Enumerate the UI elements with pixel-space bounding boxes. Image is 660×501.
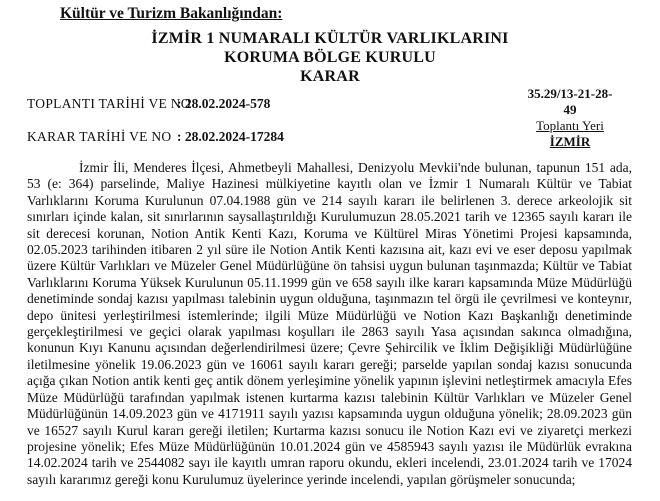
file-reference-box bbox=[520, 86, 620, 150]
decision-date-label: KARAR TARİHİ VE NO bbox=[27, 129, 172, 144]
decision-title: KARAR bbox=[300, 68, 360, 85]
meeting-date-value: : 28.02.2024-578 bbox=[177, 96, 271, 111]
file-code-line-1: 35.29/13-21-28- bbox=[527, 86, 613, 101]
meeting-place-value: İZMİR bbox=[549, 134, 591, 149]
board-title-line-1: İZMİR 1 NUMARALI KÜLTÜR VARLIKLARINI bbox=[151, 30, 509, 47]
meeting-date-label: TOPLANTI TARİHİ VE NO bbox=[27, 96, 191, 111]
ministry-heading: Kültür ve Turizm Bakanlığından: bbox=[60, 5, 283, 22]
meeting-place-label: Toplantı Yeri bbox=[536, 118, 604, 133]
decision-body bbox=[27, 160, 632, 488]
board-title-line-2: KORUMA BÖLGE KURULU bbox=[224, 49, 436, 66]
meeting-date-row bbox=[27, 96, 271, 112]
decision-date-row bbox=[27, 129, 284, 145]
decision-paragraph: İzmir İli, Menderes İlçesi, Ahmetbeyli Mahallesi, Denizyolu Mevkii'nde bulunan, tapunun 151 ada, 53 (e: 364) parselinde, Maliye Hazinesi mülkiyetine kayıtlı olan ve İzmir 1 Numaralı Kültür ve Tabiat Varlıklarını Koruma Kurulunun 07.04.1988 gün ve 214 sayılı kararı ile belirlenen 3. derece arkeolojik sit sınırları içinde kalan, sit sınırlarının saysallaştırıldığı Kurulumuzun 28.05.2021 tarih ve 12365 sayılı kararı ile sit derecesi korunan, Notion Antik Kenti Kazı, Koruma ve Kültürel Miras Yönetimi Projesi kapsamında, 02.05.2023 tarihinden itibaren 2 yıl süre ile Notion Antik Kenti kazısına ait, kazı evi ve eser deposu yapılmak üzere Kültür Varlıkları ve Müzeler Genel Müdürlüğüne ön tahsisi uygun bulunan taşınmazda; Kültür ve Tabiat Varlıklarını Koruma Yüksek Kurulunun 05.11.1999 gün ve 658 sayılı ilke kararı kapsamında Müze Müdürlüğü denetiminde sondaj kazısı yapılması talebinin uygun olduğuna, taşınmazın tel örgü ile çevrilmesi ve konteynır, depo ünitesi yerleştirilmesi istemlerinde; ilgili Müze Müdürlüğü ve Notion Kazı Başkanlığı denetiminde gerçekleştirilmesi ve geçici olarak yapılması koşulları ile 2863 sayılı Yasa açısından sakınca olmadığına, konunun Kıyı Kanunu açısından değerlendirilmesi üzere; Çevre Şehircilik ve İklim Değişikliği Müdürlüğüne iletilmesine yönelik 19.06.2023 gün ve 16061 sayılı kararı gereği; parselde yapılan sondaj kazısı sonucunda açığa çıkan Notion antik kenti geç antik dönem yerleşimine yönelik yapının işlevini netleştirmek amacıyla Efes Müze Müdürlüğü tarafından yapılmak istenen kurtarma kazısı talebinin Kültür Varlıkları ve Müzeler Genel Müdürlüğünün 14.09.2023 gün ve 4171911 sayılı yazısı kapsamında uygun olduğuna yönelik; 28.09.2023 gün ve 16527 sayılı Kurul kararı gereği iletilen; Kurtarma kazısı sonucu ile Notion Kazı evi ve ziyaretçi merkezi projesine yönelik; Efes Müze Müdürlüğünün 10.01.2024 gün ve 4585943 sayılı yazısı ile Müdürlük evrakına 14.02.2024 tarih ve 2544082 sayı ile kayıtlı umran raporu okundu, ekleri incelendi, 23.01.2024 tarih ve 17024 sayılı kararımız gereği konu Kurulumuz üyelerince yerinde incelendi, yapılan görüşmeler sonucunda; bbox=[27, 160, 632, 487]
decision-date-value: : 28.02.2024-17284 bbox=[177, 129, 284, 144]
file-code-line-2: 49 bbox=[563, 102, 577, 117]
